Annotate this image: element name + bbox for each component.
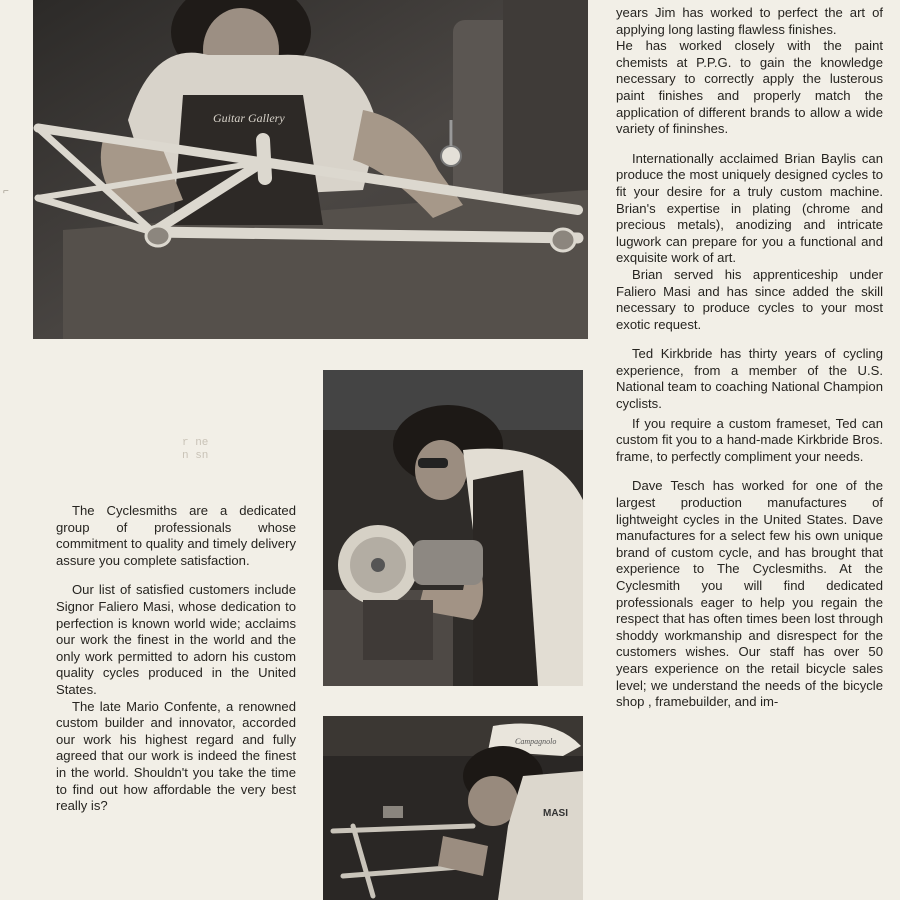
bleed-line: r ne [182, 437, 209, 449]
photo-grinding-wheel [323, 370, 583, 686]
paragraph-confente: The late Mario Confente, a renowned custom builder and innovator, accorded our work his highest regard and fully agreed that our work is indeed the finest in the world. Shouldn't you take the time to find out how affordable the very best really is? [56, 698, 296, 814]
paragraph-customers: Our list of satisfied customers include Signor Faliero Masi, whose dedication to perfection is known world wide; acclaims our work the finest in the world and the only work permitted to adorn his custom quality cycles produced in the United States. [56, 582, 296, 697]
paragraph-brian-apprenticeship: Brian served his apprenticeship under Faliero Masi and has since added the skill necessary to produce cycles to your most exotic request. [616, 266, 883, 332]
bleed-through-text [182, 437, 208, 463]
paragraph-ppg: He has worked closely with the paint chemists at P.P.G. to gain the knowledge necessary to correctly apply the lusterous paint finishes and properly match the application of different brands to allow a wide variety of fininshes. [616, 38, 883, 137]
shirt-logo-text: Guitar Gallery [213, 111, 285, 125]
shirt-masi-text: MASI [543, 808, 568, 819]
punch-mark: ⌐ [3, 186, 9, 197]
paragraph-jim-finishes: years Jim has worked to perfect the art of applying long lasting flawless finishes. [616, 5, 883, 37]
right-text-column [616, 5, 883, 711]
bleed-line: n sn [182, 450, 209, 462]
paragraph-ted-frameset: If you require a custom frameset, Ted can custom fit you to a hand-made Kirkbride Bros. frame, to perfectly compliment your needs. [616, 415, 883, 464]
photo-framebuilder-jig [33, 0, 588, 339]
paragraph-brian-baylis: Internationally acclaimed Brian Baylis can produce the most uniquely designed cycles to fit your desire for a truly custom machine. Brian's expertise in plating (chrome and precious metals), anodizing and intricate lugwork can prepare for you a functional and exquisite work of art. [616, 150, 883, 266]
cap-logo-text: Campagnolo [515, 737, 557, 746]
left-text-column [56, 503, 296, 815]
paragraph-dave-tesch: Dave Tesch has worked for one of the largest production manufactures of lightweight cycles in the United States. Dave manufactures for a select few his own unique brand of custom cycle, and has brought that experience to The Cyclesmiths. At the Cyclesmith you will find dedicated professionals eager to help you regain the respect that has often times been lost through shoddy workmanship and disrespect for the customers wishes. Our staff has over 50 years experience on the retail bicycle sales level; we understand the needs of the bicycle shop , framebuilder, and im- [616, 478, 883, 710]
photo-frame-work-cap [323, 716, 583, 900]
paragraph-ted-kirkbride: Ted Kirkbride has thirty years of cycling experience, from a member of the U.S. National team to coaching National Champion cyclists. [616, 346, 883, 412]
paragraph-intro: The Cyclesmiths are a dedicated group of professionals whose commitment to quality and timely delivery assure you complete satisfaction. [56, 503, 296, 568]
